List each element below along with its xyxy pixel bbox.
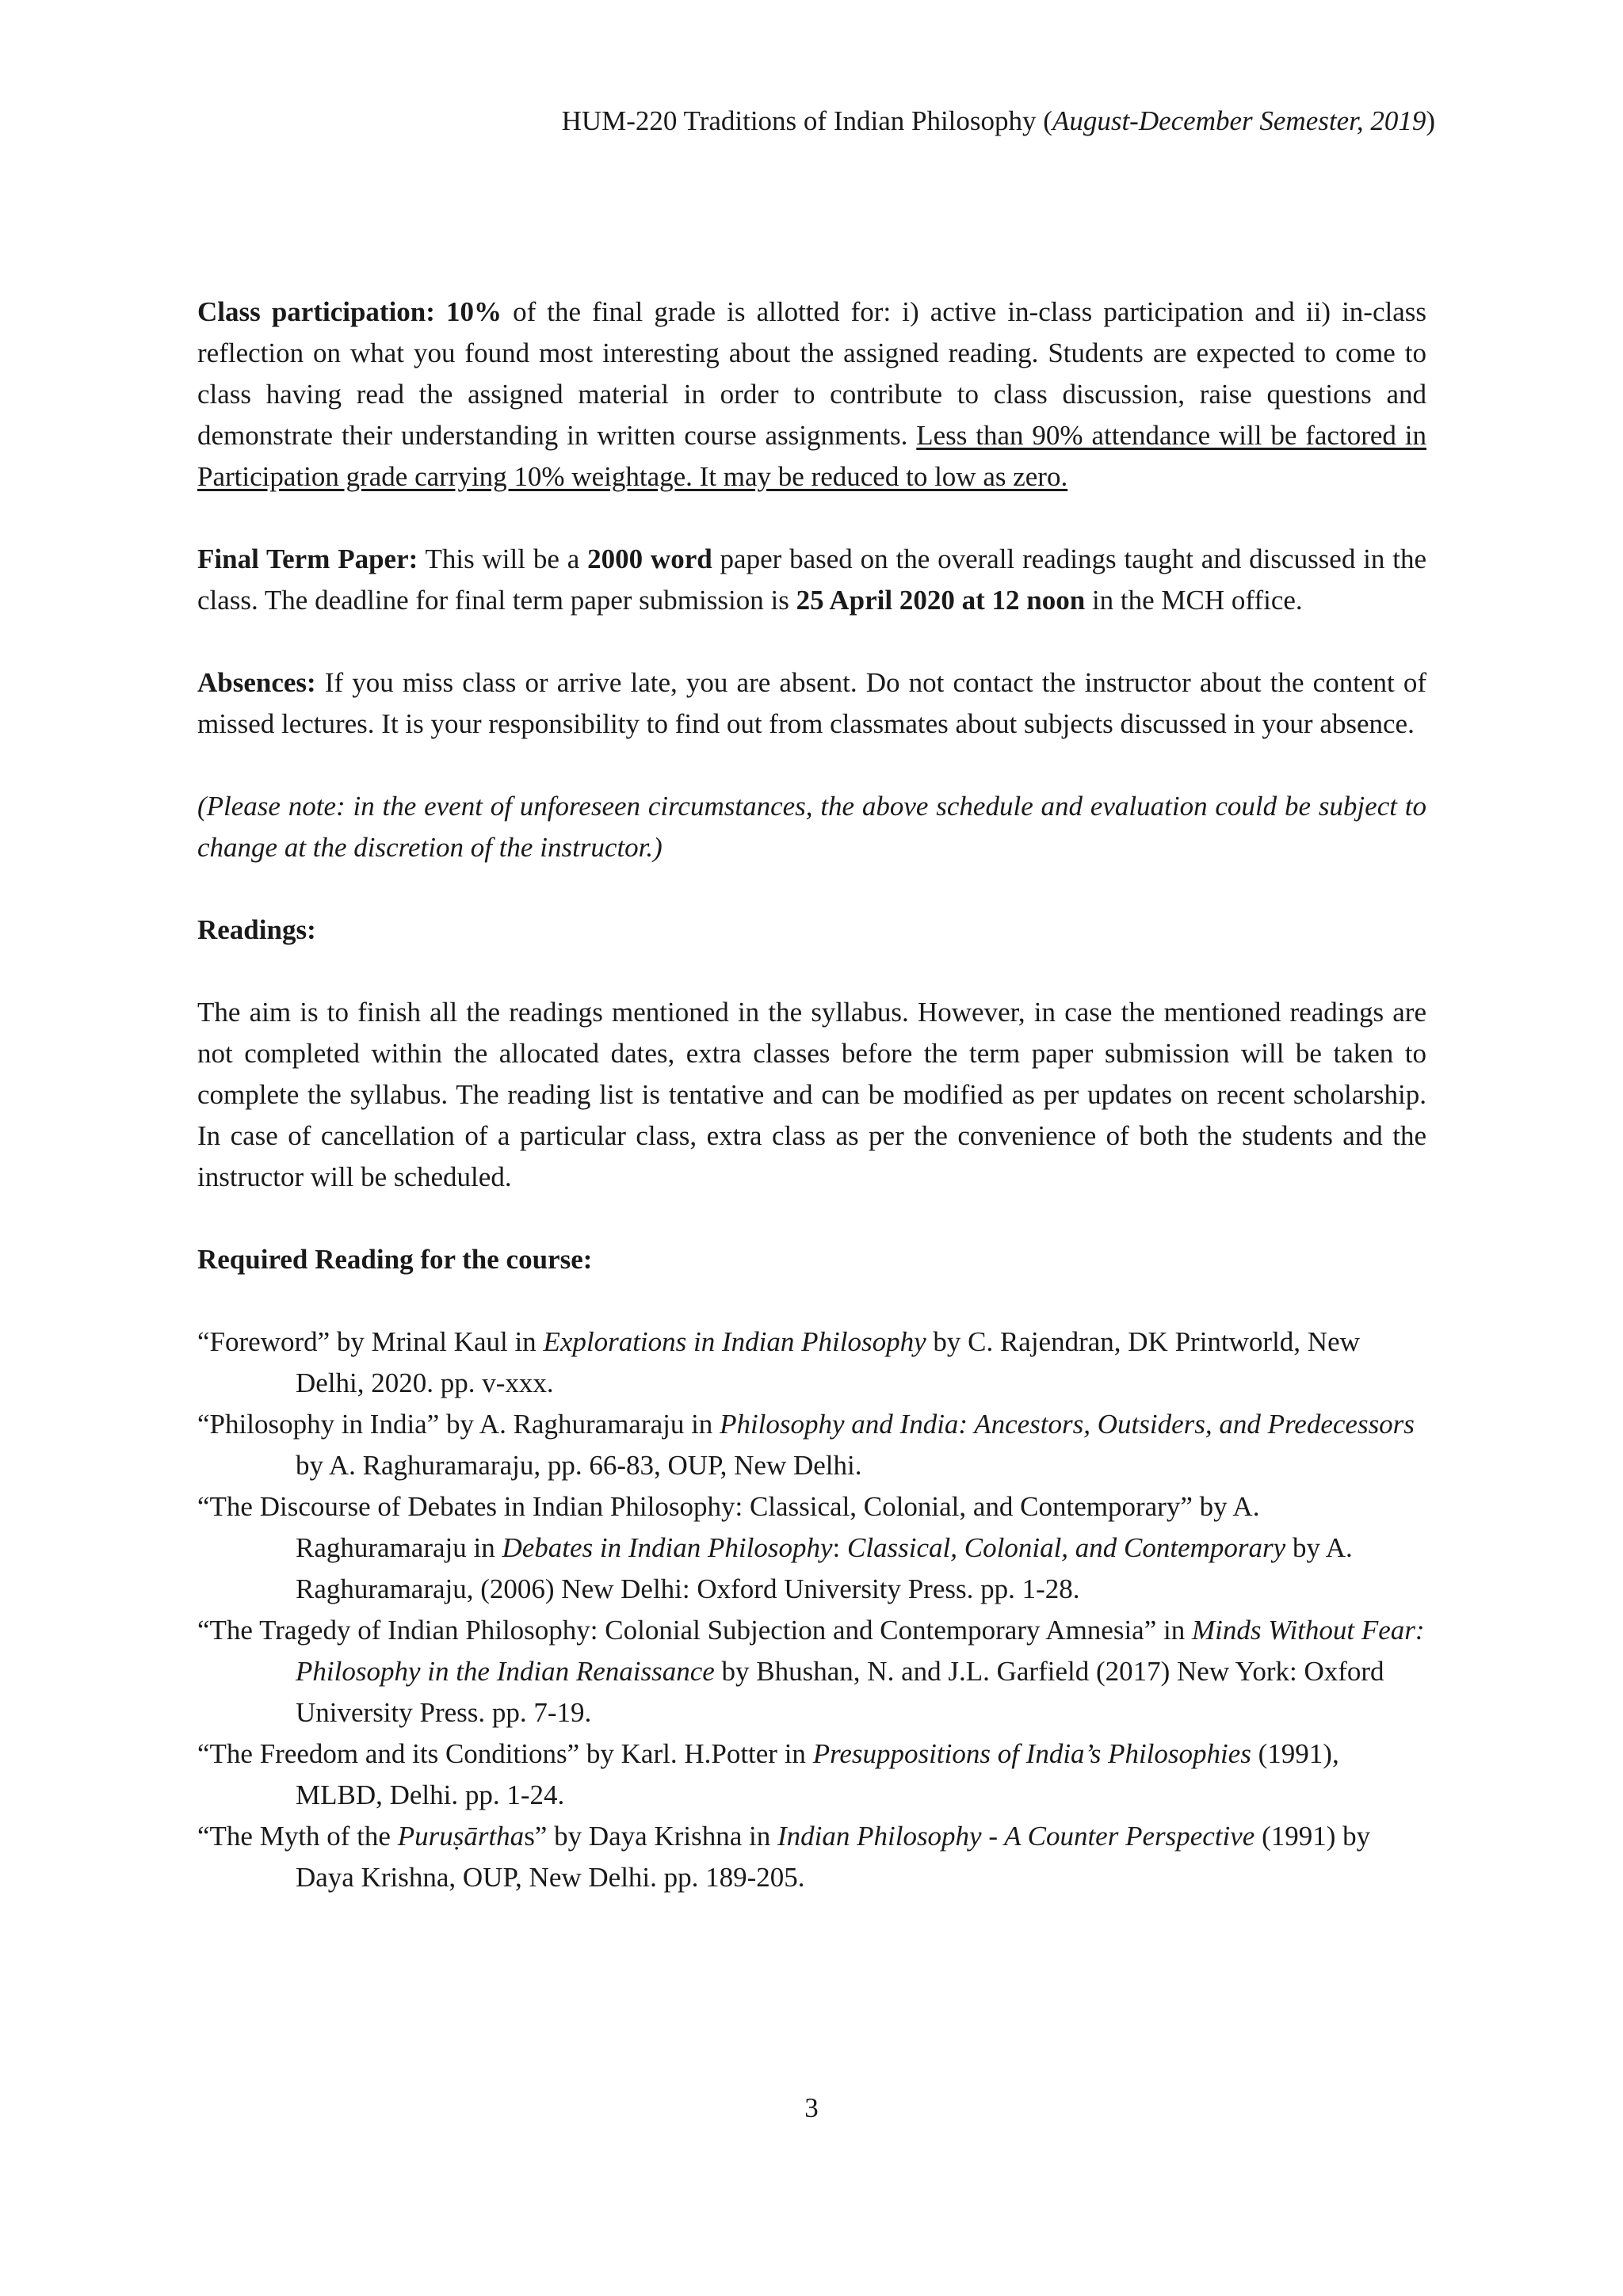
reference-text: “Foreword” by Mrinal Kaul in bbox=[197, 1326, 544, 1357]
reference-text: by A. Raghuramaraju, (2006) New Delhi: Oxford University Press. pp. 1-28. bbox=[296, 1532, 1353, 1604]
participation-paragraph bbox=[197, 292, 1426, 498]
required-reading-heading: Required Reading for the course: bbox=[197, 1244, 593, 1275]
running-header bbox=[562, 101, 1435, 141]
absences-text: If you miss class or arrive late, you are absent. Do not contact the instructor about the content of missed lectures. It is your responsibility to find out from classmates about subjects discussed in your absence. bbox=[197, 667, 1426, 739]
reference-item bbox=[197, 1733, 1426, 1816]
reference-title: Philosophy and India: Ancestors, Outsiders, and Predecessors bbox=[720, 1409, 1415, 1440]
schedule-note: (Please note: in the event of unforeseen circumstances, the above schedule and evaluation could be subject to change at the discretion of the instructor.) bbox=[197, 791, 1426, 863]
reference-text: by C. Rajendran, DK Printworld, New Delhi, 2020. pp. v-xxx. bbox=[296, 1326, 1360, 1398]
final-paper-text-3: in the MCH office. bbox=[1085, 585, 1303, 616]
reference-text: “Philosophy in India” by A. Raghuramaraju in bbox=[197, 1409, 720, 1440]
readings-paragraph: The aim is to finish all the readings mentioned in the syllabus. However, in case the mentioned readings are not completed within the allocated dates, extra classes before the term paper submission will be taken to complete the syllabus. The reading list is tentative and can be modified as per updates on recent scholarship. In case of cancellation of a particular class, extra class as per the convenience of both the students and the instructor will be scheduled. bbox=[197, 997, 1426, 1192]
final-paper-words: 2000 word bbox=[587, 543, 712, 574]
attendance-policy: Less than 90% attendance will be factored in Participation grade carrying 10% weightage. It may be reduced to low as zero. bbox=[197, 420, 1426, 492]
reference-text: by Bhushan, N. and J.L. Garfield (2017) New York: Oxford University Press. pp. 7-19. bbox=[296, 1656, 1384, 1728]
reference-item bbox=[197, 1486, 1426, 1610]
reference-item bbox=[197, 1404, 1426, 1486]
participation-label: Class participation: bbox=[197, 296, 435, 327]
body-text bbox=[197, 292, 1426, 1898]
reference-text: s” by Daya Krishna in bbox=[524, 1821, 777, 1852]
reference-title: Classical, Colonial, and Contemporary bbox=[846, 1532, 1286, 1563]
reference-item bbox=[197, 1610, 1426, 1733]
final-paper-text-2: paper based on the overall readings taught and discussed in the class. The deadline for final term paper submission is bbox=[197, 543, 1427, 616]
reference-title: Indian Philosophy - A Counter Perspective bbox=[777, 1821, 1255, 1852]
header-semester: August-December Semester, 2019 bbox=[1052, 105, 1426, 136]
final-paper-paragraph bbox=[197, 539, 1426, 621]
reference-text: (1991) by Daya Krishna, OUP, New Delhi. pp. 189-205. bbox=[296, 1821, 1371, 1893]
reference-text: “The Tragedy of Indian Philosophy: Colonial Subjection and Contemporary Amnesia” in bbox=[197, 1615, 1192, 1646]
readings-heading: Readings: bbox=[197, 914, 316, 945]
final-paper-text-1: This will be a bbox=[418, 543, 588, 574]
reference-text: : bbox=[832, 1532, 847, 1563]
page-number: 3 bbox=[804, 2092, 819, 2123]
participation-text: of the final grade is allotted for: i) active in-class participation and ii) in-class reflection on what you found most interesting about the assigned reading. Students are expected to come to class having read the assigned material in order to contribute to class discussion, raise questions and demonstrate their understanding in written course assignments. bbox=[197, 296, 1426, 451]
absences-paragraph bbox=[197, 662, 1426, 745]
reference-item bbox=[197, 1816, 1426, 1898]
reference-title: Puruṣārtha bbox=[397, 1821, 525, 1852]
reference-title: Minds Without Fear: Philosophy in the Indian Renaissance bbox=[296, 1615, 1425, 1687]
reference-title: Debates in Indian Philosophy bbox=[502, 1532, 833, 1563]
header-close: ) bbox=[1426, 105, 1435, 136]
final-paper-deadline: 25 April 2020 at 12 noon bbox=[796, 585, 1086, 616]
reference-item bbox=[197, 1322, 1426, 1404]
reference-text: “The Discourse of Debates in Indian Philosophy: Classical, Colonial, and Contemporary” by A. Raghuramaraju in bbox=[197, 1491, 1260, 1563]
reference-text: “The Freedom and its Conditions” by Karl. H.Potter in bbox=[197, 1738, 813, 1769]
reference-title: Presuppositions of India’s Philosophies bbox=[812, 1738, 1251, 1769]
reference-text: “The Myth of the bbox=[197, 1821, 398, 1852]
reference-title: Explorations in Indian Philosophy bbox=[543, 1326, 926, 1357]
header-course: HUM-220 Traditions of Indian Philosophy ( bbox=[561, 105, 1052, 136]
participation-percent: 10% bbox=[446, 296, 502, 327]
reference-text: by A. Raghuramaraju, pp. 66-83, OUP, New Delhi. bbox=[296, 1450, 862, 1481]
absences-label: Absences: bbox=[197, 667, 316, 698]
reference-text: (1991), MLBD, Delhi. pp. 1-24. bbox=[296, 1738, 1339, 1810]
final-paper-label: Final Term Paper: bbox=[197, 543, 418, 574]
reference-list bbox=[197, 1322, 1426, 1898]
